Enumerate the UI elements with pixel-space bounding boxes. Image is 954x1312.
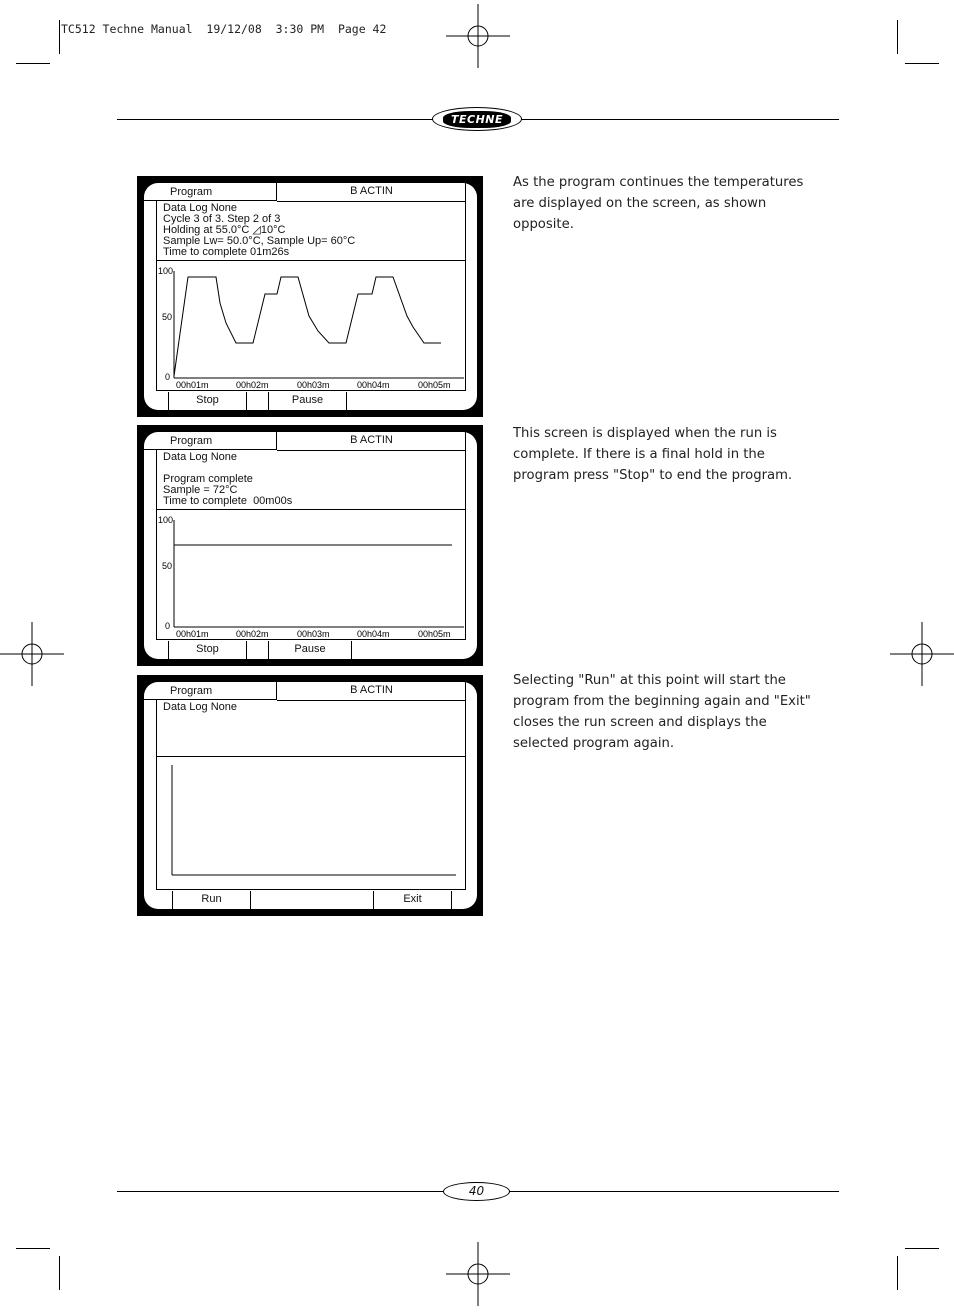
header-program-label: Program	[144, 682, 277, 700]
stop-button[interactable]: Stop	[168, 392, 247, 410]
lcd-display	[144, 432, 477, 659]
stop-button[interactable]: Stop	[168, 641, 247, 659]
info-line: Data Log None	[163, 701, 237, 713]
crop-mark	[16, 1248, 50, 1249]
x-tick-label: 00h01m	[176, 380, 209, 390]
registration-mark-icon	[446, 1242, 510, 1306]
x-tick-label: 00h03m	[297, 380, 330, 390]
info-line: Holding at 55.0°C ◿10°C	[163, 224, 286, 236]
status-info	[156, 450, 466, 510]
x-tick-label: 00h04m	[357, 629, 390, 639]
description-complete	[513, 423, 813, 486]
header-divider	[465, 432, 466, 450]
info-line: Program complete	[163, 473, 253, 485]
x-tick-label: 00h03m	[297, 629, 330, 639]
lcd-display	[144, 183, 477, 410]
x-tick-label: 00h01m	[176, 629, 209, 639]
x-tick-label: 00h04m	[357, 380, 390, 390]
info-line: Sample = 72°C	[163, 484, 238, 496]
page-number: 40	[443, 1182, 510, 1201]
registration-mark-icon	[0, 622, 64, 686]
description-ready	[513, 670, 813, 754]
x-tick-label: 00h05m	[418, 380, 451, 390]
crop-mark	[59, 1256, 60, 1290]
lcd-screen-running	[137, 176, 483, 417]
y-tick-label: 0	[165, 621, 171, 631]
paragraph-text: Selecting "Run" at this point will start the program from the beginning again and "Exit" closes the run screen and displays the selected program again.	[513, 673, 811, 751]
header-divider	[465, 682, 466, 700]
pause-button[interactable]: Pause	[268, 392, 347, 410]
temperature-trace	[174, 277, 441, 376]
y-tick-label: 0	[165, 372, 171, 382]
x-tick-label: 00h02m	[236, 629, 269, 639]
crop-mark	[905, 1248, 939, 1249]
header-program-label: Program	[144, 432, 277, 450]
logo-text: TECHNE	[443, 111, 511, 128]
info-line: Time to complete 01m26s	[163, 246, 290, 258]
header-program-name: B ACTIN	[277, 682, 466, 701]
print-slug: TC512 Techne Manual 19/12/08 3:30 PM Page 42	[61, 22, 387, 36]
status-info	[156, 201, 466, 261]
header-divider	[465, 183, 466, 201]
lcd-screen-complete	[137, 425, 483, 666]
temperature-graph	[156, 261, 466, 391]
header-program-name: B ACTIN	[277, 183, 466, 202]
header-program-name: B ACTIN	[277, 432, 466, 451]
paragraph-text: As the program continues the temperatures are displayed on the screen, as shown opposite.	[513, 175, 804, 232]
y-tick-label: 100	[158, 515, 174, 525]
crop-mark	[16, 63, 50, 64]
y-tick-label: 50	[162, 561, 173, 571]
exit-button[interactable]: Exit	[373, 891, 452, 909]
techne-logo	[432, 107, 522, 131]
crop-mark	[905, 63, 939, 64]
registration-mark-icon	[446, 4, 510, 68]
lcd-screen-ready	[137, 675, 483, 916]
lcd-display	[144, 682, 477, 909]
y-tick-label: 100	[158, 266, 174, 276]
status-info	[156, 700, 466, 757]
run-button[interactable]: Run	[172, 891, 251, 909]
header-program-label: Program	[144, 183, 277, 201]
registration-mark-icon	[890, 622, 954, 686]
info-line: Data Log None	[163, 202, 237, 214]
description-running	[513, 172, 813, 235]
info-line: Data Log None	[163, 451, 237, 463]
temperature-graph	[156, 510, 466, 640]
crop-mark	[897, 20, 898, 54]
x-tick-label: 00h02m	[236, 380, 269, 390]
info-line: Sample Lw= 50.0°C, Sample Up= 60°C	[163, 235, 356, 247]
info-line: Cycle 3 of 3. Step 2 of 3	[163, 213, 281, 225]
x-tick-label: 00h05m	[418, 629, 451, 639]
info-line: Time to complete 00m00s	[163, 495, 293, 507]
crop-mark	[897, 1256, 898, 1290]
paragraph-text: This screen is displayed when the run is complete. If there is a final hold in the program press "Stop" to end the program.	[513, 426, 793, 483]
crop-mark	[59, 20, 60, 54]
y-tick-label: 50	[162, 312, 173, 322]
empty-graph	[156, 757, 466, 890]
pause-button[interactable]: Pause	[268, 641, 352, 659]
